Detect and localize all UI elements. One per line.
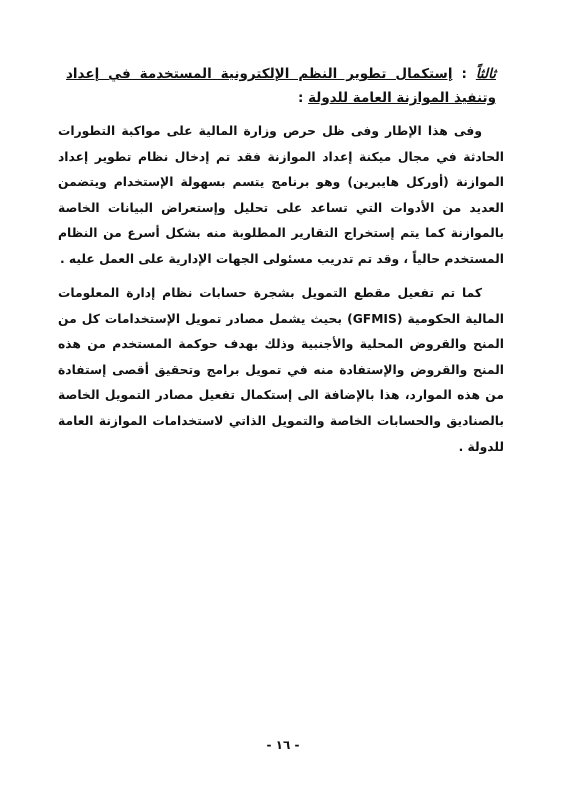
body-paragraph-1: وفى هذا الإطار وفى ظل حرص وزارة المالية على مواكبة التطورات الحادثة في مجال ميكنة إعداد الموازنة فقد تم إدخال نظام تطوير إعداد الموازنة (أوركل هايبرين) وهو برنامج يتسم بسهولة الإستخدام ويتضمن العديد من الأدوات التي تساعد على تحليل وإستعراض البيانات الخاصة بالموازنة كما يتم إستخراج التقارير المطلوبة منه بشكل أسرع من النظام المستخدم حالياً ، وقد تم تدريب مسئولى الجهات الإدارية على العمل عليه . — [58, 124, 504, 266]
heading-separator: : — [452, 66, 476, 82]
section-ordinal: ثالثاً — [475, 66, 496, 82]
section-heading — [66, 62, 496, 110]
body-paragraph-2: كما تم تفعيل مقطع التمويل بشجرة حسابات نظام إدارة المعلومات المالية الحكومية (GFMIS) بحيث يشمل مصادر تمويل الإستخدامات كل من المنح والقروض المحلية والأجنبية وذلك بهدف حوكمة المستخدم من هذه المنح والقروض والإستفادة منه في تمويل برامج وتحقيق أقصى إستفادة من هذه الموارد، هذا بالإضافة الى إستكمال تفعيل مصادر التمويل الخاصة بالصناديق والحسابات الخاصة والتمويل الذاتي لاستخدامات الموازنة العامة للدولة . — [58, 286, 504, 454]
section-title: إستكمال تطوير النظم الإلكترونية المستخدمة في إعداد وتنفيذ الموازنة العامة للدولة — [66, 66, 496, 106]
page-number: - ١٦ - — [266, 738, 300, 752]
heading-end-colon: : — [297, 90, 309, 106]
